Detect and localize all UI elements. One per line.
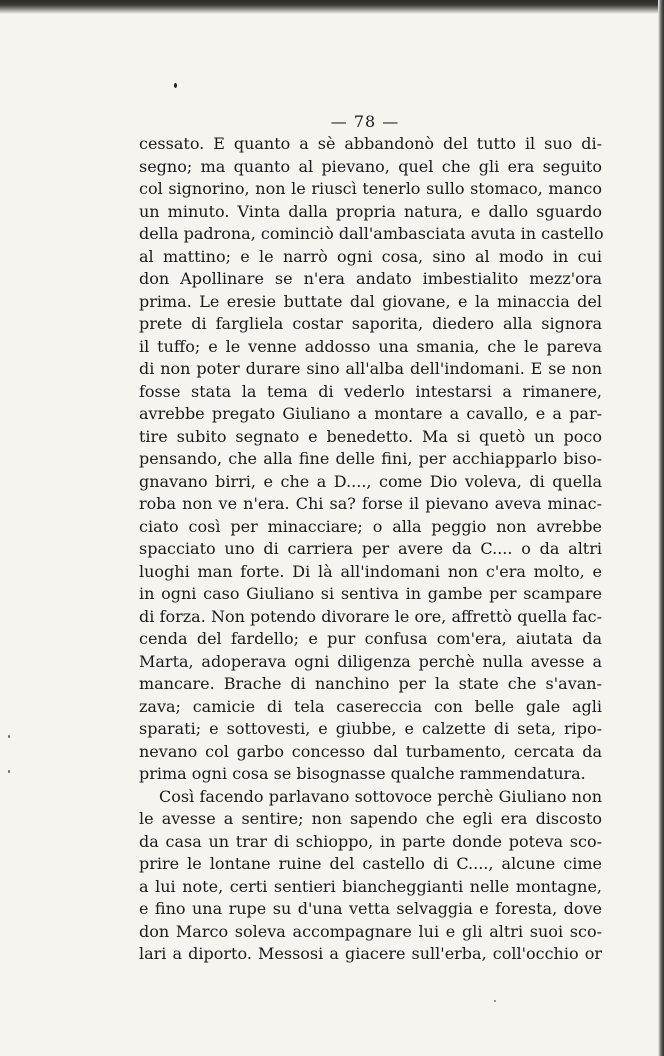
page-top-edge (0, 0, 664, 14)
text-line: segno; ma quanto al pievano, quel che gli era seguito (139, 156, 602, 176)
page-right-edge (658, 0, 664, 1056)
text-line: mancare. Brache di nanchino per la state che s'avan- (139, 674, 602, 693)
text-line: don Marco soleva accompagnare lui e gli altri suoi sco- (139, 921, 602, 941)
text-line: pensando, che alla fine delle fini, per acchiapparlo biso- (139, 449, 602, 468)
text-line: di forza. Non potendo divorare le ore, affrettò quella fac- (139, 606, 602, 626)
text-line: il tuffo; e le venne addosso una smania, che le pareva (139, 336, 602, 356)
text-line: cessato. E quanto a sè abbandonò del tutto il suo di- (139, 134, 602, 153)
text-line: don Apollinare se n'era andato imbestialito mezz'ora (139, 269, 602, 288)
text-line: fosse stata la tema di vederlo intestarsi a rimanere, (139, 381, 602, 401)
text-line: avrebbe pregato Giuliano a montare a cavallo, e a par- (139, 404, 602, 423)
ink-speck (494, 1000, 496, 1002)
text-line: prima. Le eresie buttate dal giovane, e la minaccia del (139, 291, 602, 311)
ink-speck (8, 770, 10, 773)
text-line: a lui note, certi sentieri biancheggianti nelle montagne, (139, 876, 602, 896)
text-line: da casa un trar di schioppo, in parte donde poteva sco- (139, 831, 602, 851)
text-line: ciato così per minacciare; o alla peggio non avrebbe (139, 516, 602, 536)
text-line: lari a diporto. Messosi a giacere sull'erba, coll'occhio or (139, 944, 602, 963)
text-line: Marta, adoperava ogni diligenza perchè nulla avesse a (139, 651, 602, 671)
text-line: luoghi man forte. Di là all'indomani non c'era molto, e (139, 561, 602, 581)
text-line: prima ogni cosa se bisognasse qualche rammendatura. (139, 764, 586, 783)
text-line: tire subito segnato e benedetto. Ma si quetò un poco (139, 426, 602, 446)
ink-speck (174, 83, 177, 88)
text-line: gnavano birri, e che a D...., come Dio voleva, di quella (139, 471, 602, 491)
ink-speck (8, 735, 10, 738)
text-line: in ogni caso Giuliano si sentiva in gambe per scampare (139, 584, 602, 603)
text-line: Così facendo parlavano sottovoce perchè Giuliano non (159, 786, 602, 806)
text-line: zava; camicie di tela casereccia con belle gale agli (139, 696, 602, 716)
page-number: — 78 — (330, 112, 400, 131)
body-text (139, 133, 602, 966)
text-line: e fino una rupe su d'una vetta selvaggia e foresta, dove (139, 899, 602, 918)
text-line: le avesse a sentire; non sapendo che egli era discosto (139, 809, 602, 828)
text-line: roba non ve n'era. Chi sa? forse il pievano aveva minac- (139, 494, 602, 513)
text-line: col signorino, non le riuscì tenerlo sullo stomaco, manco (139, 179, 602, 198)
text-line: della padrona, cominciò dall'ambasciata avuta in castello (139, 224, 604, 243)
text-line: prire le lontane ruine del castello di C...., alcune cime (139, 854, 602, 873)
text-line: al mattino; e le narrò ogni cosa, sino al modo in cui (139, 246, 602, 266)
text-line: nevano col garbo concesso dal turbamento, cercata da (139, 741, 602, 761)
text-line: cenda del fardello; e pur confusa com'era, aiutata da (139, 629, 602, 648)
text-line: spacciato uno di carriera per avere da C.... o da altri (139, 539, 602, 558)
text-line: sparati; e sottovesti, e giubbe, e calzette di seta, ripo- (139, 719, 602, 738)
text-line: di non poter durare sino all'alba dell'indomani. E se non (139, 359, 602, 378)
text-line: un minuto. Vinta dalla propria natura, e dallo sguardo (139, 201, 602, 221)
text-line: prete di fargliela costar saporita, diedero alla signora (139, 314, 602, 333)
